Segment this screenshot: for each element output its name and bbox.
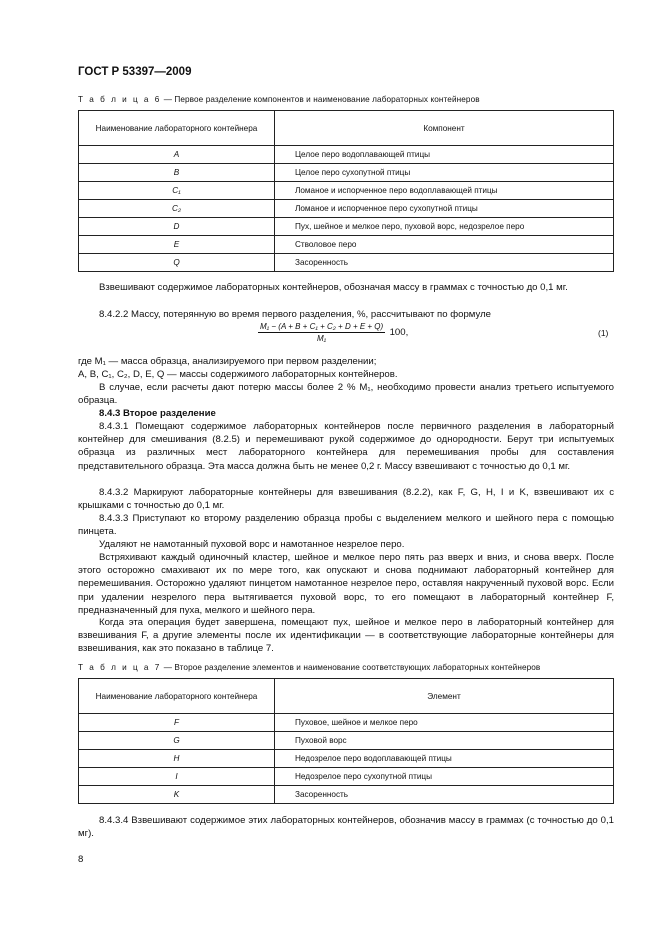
table6-cell-text: Ломаное и испорченное перо водоплавающей птицы — [275, 182, 614, 200]
table7-row — [79, 768, 614, 786]
table6-cell-code: C₁ — [79, 182, 275, 200]
formula-denominator: M₁ — [317, 334, 327, 343]
paragraph-8-4-3-4: 8.4.3.4 Взвешивают содержимое этих лабораторных контейнеров, обозначив массу в граммах (с точностью до 0,1 мг). — [78, 815, 614, 840]
table6-cell-text: Пух, шейное и мелкое перо, пуховой ворс, недозрелое перо — [275, 218, 614, 236]
table6-row — [79, 254, 614, 272]
table6-cell-text: Целое перо сухопутной птицы — [275, 164, 614, 182]
formula-factor: 100, — [389, 327, 409, 338]
table6-row — [79, 164, 614, 182]
table6-cell-code: B — [79, 164, 275, 182]
table6-cell-code: A — [79, 146, 275, 164]
formula-number: (1) — [598, 328, 609, 338]
page-number: 8 — [78, 854, 84, 865]
table7-cell-code: G — [79, 732, 275, 750]
paragraph-place: Когда эта операция будет завершена, помещают пух, шейное и мелкое перо в лабораторный контейнер для взвешивания F, а другие элементы после их идентификации — в соответствующие лабораторные контейнеры для взвешивания, как это показано в таблице 7. — [78, 617, 614, 655]
section-heading-8-4-3: 8.4.3 Второе разделение — [99, 408, 216, 419]
paragraph-8-4-3-3: 8.4.3.3 Приступают ко второму разделению образца пробы с выделением мелкого и шейного пера с помощью пинцета. — [78, 513, 614, 538]
table7-cell-text: Недозрелое перо сухопутной птицы — [275, 768, 614, 786]
table6-caption — [78, 95, 480, 104]
table6-body — [79, 146, 614, 272]
table7-header-container: Наименование лабораторного контейнера — [79, 679, 275, 714]
table7-cell-text: Пуховой ворс — [275, 732, 614, 750]
table7-cell-text: Недозрелое перо водоплавающей птицы — [275, 750, 614, 768]
table7-cell-text: Пуховое, шейное и мелкое перо — [275, 714, 614, 732]
table6-cell-text: Стволовое перо — [275, 236, 614, 254]
paragraph-shake: Встряхивают каждый одиночный кластер, шейное и мелкое перо пять раз вверх и вниз, и снова вверх. После этого осторожно смахивают их по мере того, как опускают и снова поднимают лабораторный контейнер для перемешивания. Осторожно удаляют пинцетом намотанное незрелое перо, оставляя накрученный пуховой ворс. Если при удалении незрелого пера вытягивается пуховой ворс, то его помещают в лабораторный контейнер F, предназначенный для пуха, мелкого и шейного пера. — [78, 552, 614, 616]
formula-numerator: M₁ − (A + B + C₁ + C₂ + D + E + Q) — [260, 322, 384, 331]
table6-cell-code: Q — [79, 254, 275, 272]
formula-1 — [258, 322, 408, 343]
paragraph-8-4-3-1: 8.4.3.1 Помещают содержимое лабораторных контейнеров после первичного разделения в лабораторный контейнер для смешивания (8.2.5) и перемешивают рукой содержимое до однородности. Берут три испытуемых образца из различных мест лабораторного контейнера для перемешивания пробы для составления представительного образца. Эта масса должна быть не менее 0,2 г. Массу взвешивают с точностью до 0,1 мг. — [78, 421, 614, 472]
table7-cell-text: Засоренность — [275, 786, 614, 804]
table7 — [78, 678, 614, 804]
table6-cell-text: Ломаное и испорченное перо сухопутной птицы — [275, 200, 614, 218]
paragraph-remove: Удаляют не намотанный пуховой ворс и намотанное незрелое перо. — [99, 539, 405, 550]
table6-row — [79, 218, 614, 236]
paragraph-weigh: Взвешивают содержимое лабораторных контейнеров, обозначая массу в граммах с точностью до 0,1 мг. — [99, 282, 568, 293]
table6 — [78, 110, 614, 272]
table6-caption-text: — Первое разделение компонентов и наименование лабораторных контейнеров — [161, 95, 480, 104]
paragraph-where-m1: где M₁ — масса образца, анализируемого при первом разделении; — [78, 356, 377, 367]
table7-caption-label: Т а б л и ц а 7 — [78, 663, 162, 672]
table7-cell-code: H — [79, 750, 275, 768]
table6-row — [79, 182, 614, 200]
table6-header-component: Компонент — [275, 111, 614, 146]
table7-row — [79, 786, 614, 804]
table6-cell-text: Засоренность — [275, 254, 614, 272]
table7-cell-code: F — [79, 714, 275, 732]
table7-caption-text: — Второе разделение элементов и наименование соответствующих лабораторных контейнеров — [161, 663, 541, 672]
table6-row — [79, 236, 614, 254]
table6-cell-code: C₂ — [79, 200, 275, 218]
table7-row — [79, 714, 614, 732]
standard-header: ГОСТ Р 53397—2009 — [78, 66, 192, 78]
table7-row — [79, 750, 614, 768]
paragraph-masses: A, B, C₁, C₂, D, E, Q — массы содержимого лабораторных контейнеров. — [78, 369, 398, 380]
table6-row — [79, 200, 614, 218]
table7-caption — [78, 663, 540, 672]
table6-cell-text: Целое перо водоплавающей птицы — [275, 146, 614, 164]
paragraph-8-4-3-2: 8.4.3.2 Маркируют лабораторные контейнеры для взвешивания (8.2.2), как F, G, H, I и K, взвешивают их с крышками с точностью до 0,1 мг. — [78, 487, 614, 512]
table7-cell-code: K — [79, 786, 275, 804]
table6-caption-label: Т а б л и ц а 6 — [78, 95, 162, 104]
table7-row — [79, 732, 614, 750]
paragraph-loss-check: В случае, если расчеты дают потерю массы более 2 % M₁, необходимо провести анализ третьего испытуемого образца. — [78, 382, 614, 407]
table6-header-container: Наименование лабораторного контейнера — [79, 111, 275, 146]
table6-row — [79, 146, 614, 164]
table6-cell-code: D — [79, 218, 275, 236]
table7-header-element: Элемент — [275, 679, 614, 714]
paragraph-8-4-2-2: 8.4.2.2 Массу, потерянную во время первого разделения, %, рассчитывают по формуле — [99, 309, 492, 320]
formula-fraction — [258, 322, 385, 343]
table7-body — [79, 714, 614, 804]
table6-cell-code: E — [79, 236, 275, 254]
table7-cell-code: I — [79, 768, 275, 786]
